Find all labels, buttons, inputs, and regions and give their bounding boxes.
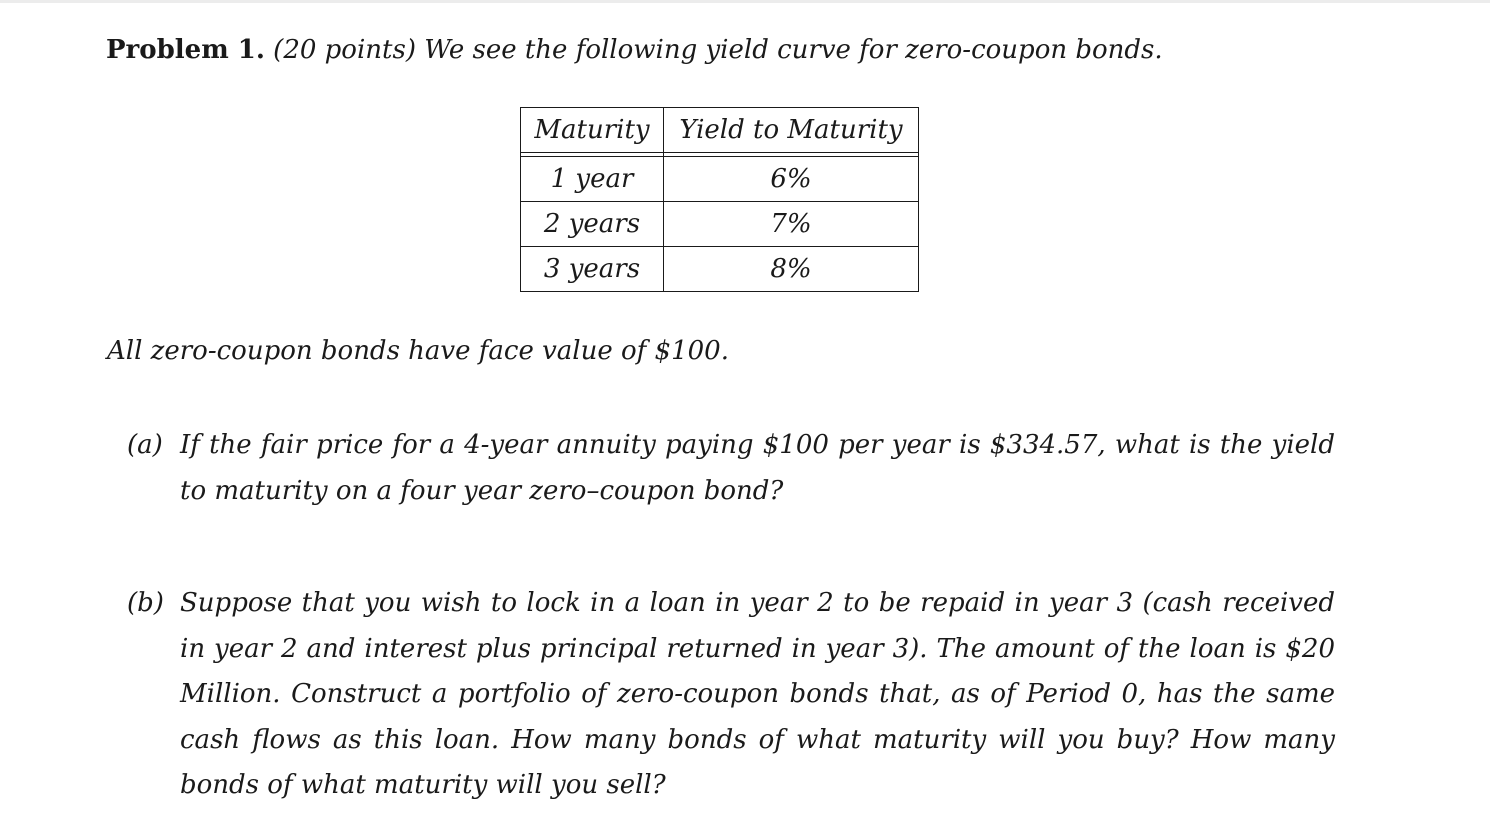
problem-heading xyxy=(106,33,1163,67)
part-a xyxy=(127,422,1335,514)
yield-cell: 8% xyxy=(664,247,919,292)
top-divider xyxy=(0,0,1490,3)
table-row xyxy=(521,157,919,202)
part-a-label: (a) xyxy=(127,430,163,460)
problem-label: Problem 1. xyxy=(106,35,265,65)
table-row xyxy=(521,247,919,292)
table-row xyxy=(521,202,919,247)
yield-cell: 7% xyxy=(664,202,919,247)
yield-cell: 6% xyxy=(664,157,919,202)
header-yield-to-maturity: Yield to Maturity xyxy=(664,108,919,153)
maturity-cell: 3 years xyxy=(521,247,664,292)
table-header-row xyxy=(521,108,919,153)
problem-intro: (20 points) We see the following yield curve for zero-coupon bonds. xyxy=(273,35,1163,65)
part-a-question: If the fair price for a 4-year annuity paying $100 per year is $334.57, what is the yield to maturity on a four year zero–coupon bond? xyxy=(180,430,1335,506)
part-b xyxy=(127,581,1335,809)
maturity-cell: 2 years xyxy=(521,202,664,247)
maturity-cell: 1 year xyxy=(521,157,664,202)
part-b-label: (b) xyxy=(127,588,164,618)
part-b-question: Suppose that you wish to lock in a loan in year 2 to be repaid in year 3 (cash received in year 2 and interest plus principal returned in year 3). The amount of the loan is $20 Million. Construct a portfolio of zero-coupon bonds that, as of Period 0, has the same cash flows as this loan. How many bonds of what maturity will you buy? How many bonds of what maturity will you sell? xyxy=(180,588,1335,800)
yield-curve-table xyxy=(520,107,919,292)
face-value-statement: All zero-coupon bonds have face value of $100. xyxy=(107,336,729,366)
header-maturity: Maturity xyxy=(521,108,664,153)
